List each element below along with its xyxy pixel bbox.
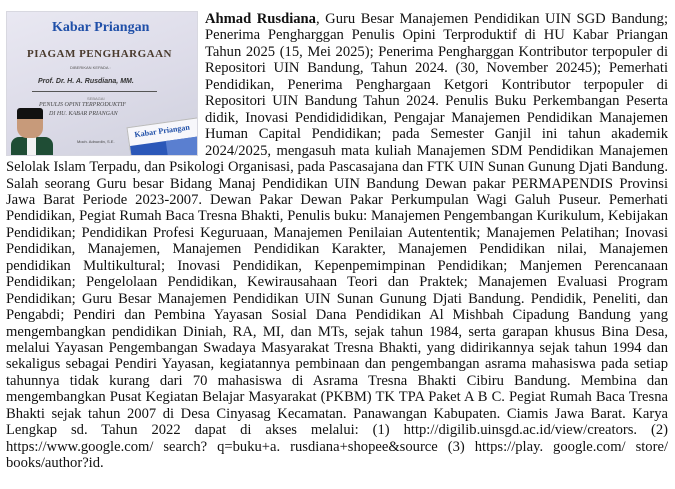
bio-line: Lengkap sd. Tahun 2022 dapat di akses melalui: (1) http://digilib.uinsgd.ac.id/view/creators. (2) <box>6 422 668 439</box>
bio-line: Pendidikan, Penerima Penghargaan Ketgori Kontributor terpopuler di <box>205 76 668 93</box>
certificate-signer: Moch. Adnurdin, S.E. <box>77 139 115 144</box>
bio-line: didik, Inovasi Pendidididikan, Pengajar Manajemen Pendidikan Manajemen <box>205 109 668 126</box>
bio-line: mengembangkan pendidikan Diniah, RA, MI, dan MTs, sejak tahun 1984, serta garapan khusus Bina Desa, <box>6 323 668 340</box>
bio-line: Pendidikan; Pengelolaan Pendidikan, Kewirausahaan Teori dan Praktek; Manajemen Evaluasi Program <box>6 274 668 291</box>
bio-line: 2024/2025, mengasuh mata kuliah Manajemen SDM Pendidikan Manajemen <box>205 142 668 159</box>
bio-line: Pendidikan, Manajemen, Manajemen Pendidikan Karakter, Manajemen Pendidikan nilai, Manajemen <box>6 241 668 258</box>
bio-line: Pengabdi; Pendiri dan Pembina Yayasan Sosial Dana Pendidikan Al Mishbah Cipadung Bandung yang <box>6 307 668 324</box>
certificate-given-to: DIBERIKAN KEPADA : <box>70 65 111 70</box>
bio-line: Repositori UIN Bandung, Tahun 2024. (30, November 20245); Pemerhati <box>205 60 668 77</box>
bio-line: melalui Yayasan Pengembangan Swadaya Masyarakat Tresna Bhakti, yang didirikannya sejak tahun 1994 dan <box>6 340 668 356</box>
bio-line: tahunnya tidak kurang dari 70 mahasiswa di Asrama Tresna Bhakti Cibiru Bandung. Membina dan <box>6 372 668 389</box>
newspaper-logo: Kabar Priangan <box>52 20 150 35</box>
certificate-role-1: PENULIS OPINI TERPRODUKTIF <box>39 102 126 108</box>
bio-line: books/author?id. <box>6 455 104 472</box>
author-name: Ahmad Rusdiana <box>205 11 316 27</box>
certificate-as: SEBAGAI <box>87 96 105 101</box>
certificate-role-2: DI HU. KABAR PRIANGAN <box>49 111 118 117</box>
author-photo-certificate <box>6 11 198 156</box>
bio-line: sekaligus sebagai Pendiri Yayasan, kegiatannya pembinaan dan pengembangan asrama mahasiswa pada setiap <box>6 356 668 373</box>
bio-line: Bhakti sejak tahun 2007 di Desa Cinyasag Kecamatan. Panawangan Kabupaten. Ciamis Jawa Barat. Karya <box>6 405 668 422</box>
author-portrait <box>11 108 53 155</box>
bio-line: Jawa Barat Periode 2023-2007. Dewan Pakar Dewan Pakar Perkumpulan Wagi Galuh Puseur. Pemerhati <box>6 191 668 208</box>
bio-line: pendidikan Multikultural; Inovasi Pendidikan, Kepenpemimpinan Pendidikan; Manjemen Perencanaan <box>6 257 668 274</box>
bio-line: Repositori UIN Bandung Tahun 2024. Penulis Buku Perkembangan Peserta <box>205 93 668 110</box>
bio-line: https://www.google.com/ search? q=buku+a. rusdiana+shopee&source (3) https://play. google.com/ store/ <box>6 438 668 455</box>
newspaper-copy: Kabar Priangan <box>126 117 198 156</box>
bio-line: Tahun 2025 (15, Mei 2025); Penerima Pengharggan Kontributor terpopuler di <box>205 43 668 60</box>
bio-line: mengembangkan Pusat Kegiatan Belajar Masyarakat (PKBM) TK TPA Paket A B C. Pegiat Rumah Baca Tresna <box>6 389 668 406</box>
bio-line: Human Capital Pendidikan; pada Semester Ganjil ini tahun akademik <box>205 126 668 143</box>
certificate-divider <box>32 91 157 92</box>
bio-line: Selolak Islam Terpadu, dan Psikologi Organisasi, pada Pascasajana dan FTK UIN Sunan Gunung Djati Bandung. <box>6 159 668 176</box>
bio-line: Pendidikan; Pendidikan Profesi Keguruaan, Manajemen Penilaian Autententik; Manajemen Pelatihan; Inovasi <box>6 224 668 241</box>
bio-line: Pendidikan, Pegiat Rumah Baca Tresna Bhakti, Penulis buku: Manajemen Pengembangan Kurikulum, Kebijakan <box>6 208 668 225</box>
bio-line: Ahmad Rusdiana, Guru Besar Manajemen Pendidikan UIN SGD Bandung; <box>205 11 669 27</box>
certificate-recipient: Prof. Dr. H. A. Rusdiana, MM. <box>38 78 134 85</box>
bio-line: Pendidikan; Guru Besar Manajemen Pendidikan UIN Sunan Gunung Djati Bandung. Pendidik, Peneliti, dan <box>6 290 668 307</box>
certificate-title: PIAGAM PENGHARGAAN <box>27 48 172 60</box>
bio-line: Penerima Pengharggan Penulis Opini Terproduktif di HU Kabar Priangan <box>205 27 668 44</box>
bio-line: Salah seorang Guru besar Bidang Manaj Pendidikan UIN Bandung Dewan pakar PERMAPENDIS Provinsi <box>6 175 668 192</box>
